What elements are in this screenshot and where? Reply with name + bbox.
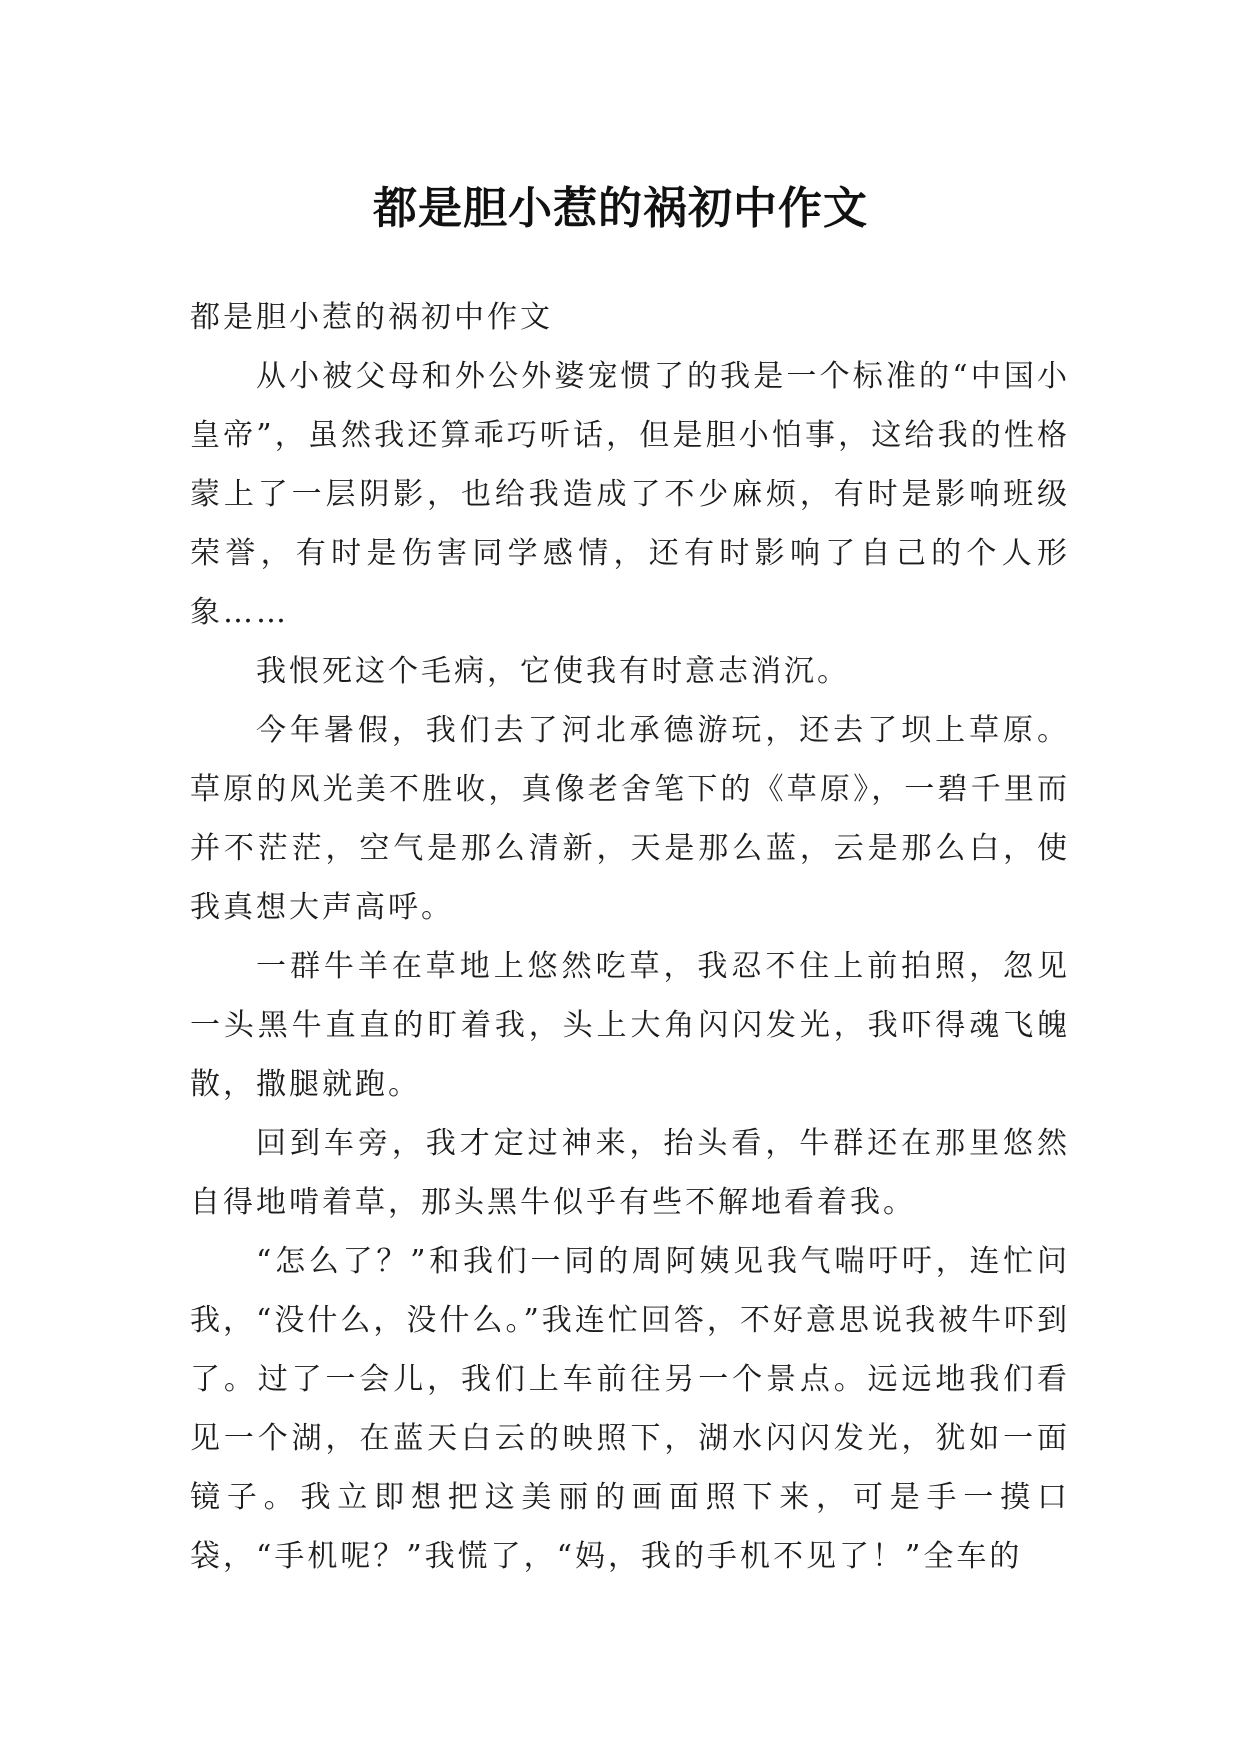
paragraph: 回到车旁，我才定过神来，抬头看，牛群还在那里悠然自得地啃着草，那头黑牛似乎有些不解地看着我。 [190, 1126, 1070, 1220]
paragraph: 今年暑假，我们去了河北承德游玩，还去了坝上草原。草原的风光美不胜收，真像老舍笔下的《草原》，一碧千里而并不茫茫，空气是那么清新，天是那么蓝，云是那么白，使我真想大声高呼。 [190, 713, 1070, 925]
document-body [190, 288, 1070, 1586]
paragraph: 一群牛羊在草地上悠然吃草，我忍不住上前拍照，忽见一头黑牛直直的盯着我，头上大角闪闪发光，我吓得魂飞魄散，撒腿就跑。 [190, 949, 1070, 1102]
paragraph: 从小被父母和外公外婆宠惯了的我是一个标准的“中国小皇帝”，虽然我还算乖巧听话，但是胆小怕事，这给我的性格蒙上了一层阴影，也给我造成了不少麻烦，有时是影响班级荣誉，有时是伤害同学感情，还有时影响了自己的个人形象…… [190, 359, 1070, 630]
paragraph: 我恨死这个毛病，它使我有时意志消沉。 [256, 654, 850, 689]
document-subtitle: 都是胆小惹的祸初中作文 [190, 300, 553, 335]
paragraph: “怎么了？”和我们一同的周阿姨见我气喘吁吁，连忙问我，“没什么，没什么。”我连忙回答，不好意思说我被牛吓到了。过了一会儿，我们上车前往另一个景点。远远地我们看见一个湖，在蓝天白云的映照下，湖水闪闪发光，犹如一面镜子。我立即想把这美丽的画面照下来，可是手一摸口袋，“手机呢？”我慌了，“妈，我的手机不见了！”全车的 [190, 1244, 1070, 1574]
document-title: 都是胆小惹的祸初中作文 [373, 183, 868, 235]
